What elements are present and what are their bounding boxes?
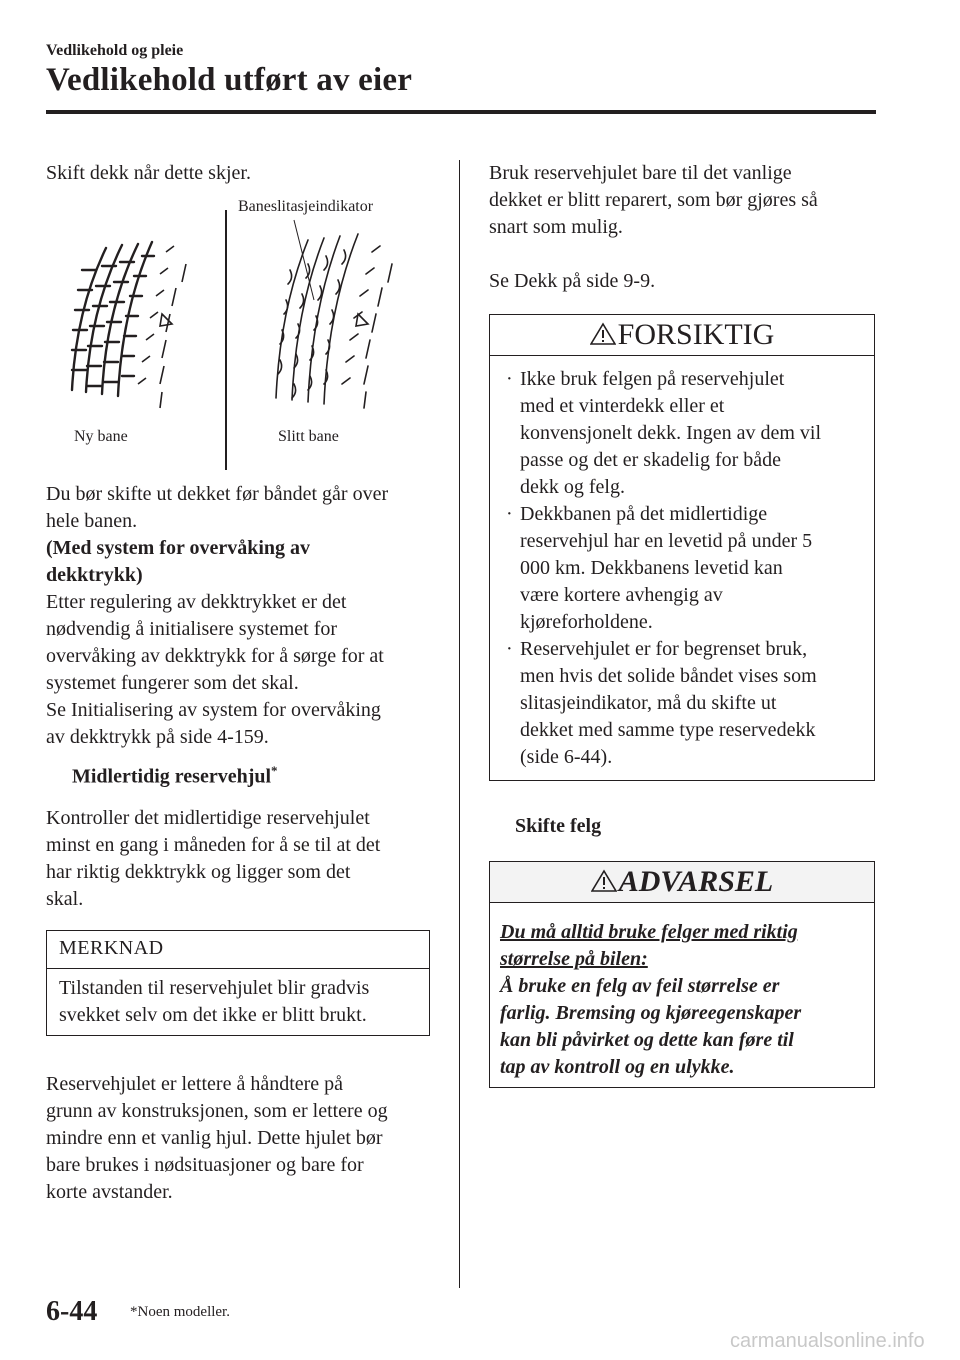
heading-text: Midlertidig reservehjul — [72, 765, 272, 788]
text-line: har riktig dekktrykk og ligger som det — [46, 861, 351, 883]
caution-list — [490, 366, 874, 771]
see-tyre-reference: Se Dekk på side 9-9. — [489, 270, 656, 292]
text-line: være kortere avhengig av — [520, 584, 723, 606]
note-box — [46, 930, 430, 1036]
warning-title: ADVARSEL — [618, 865, 774, 898]
text-line: nødvendig å initialisere systemet for — [46, 618, 338, 640]
text-line: kjøreforholdene. — [520, 611, 653, 633]
warning-triangle-icon — [590, 322, 616, 346]
footnote-mark: * — [271, 763, 278, 778]
text-line: farlig. Bremsing og kjøreegenskaper — [500, 1002, 802, 1024]
text-line: hele banen. — [46, 510, 138, 532]
text-line: grunn av konstruksjonen, som er lettere og — [46, 1100, 388, 1122]
text-line: 000 km. Dekkbanens levetid kan — [520, 557, 783, 579]
paragraph-replace — [46, 481, 446, 751]
change-rim-heading: Skifte felg — [515, 815, 602, 837]
text-line: korte avstander. — [46, 1181, 173, 1203]
text-line: kan bli påvirket og dette kan føre til — [500, 1029, 794, 1051]
text-line: (side 6-44). — [520, 746, 613, 768]
watermark: carmanualsonline.info — [730, 1330, 925, 1352]
text-line: overvåking av dekktrykk for å sørge for at — [46, 645, 384, 667]
text-line: Ikke bruk felgen på reservehjulet — [520, 368, 785, 390]
tread-figure — [46, 190, 446, 470]
text-line: svekket selv om det ikke er blitt brukt. — [59, 1004, 367, 1026]
text-line: Se Initialisering av system for overvåking — [46, 699, 381, 721]
paragraph-use-spare — [489, 160, 879, 241]
caution-item — [506, 636, 864, 771]
text-line: størrelse på bilen: — [500, 948, 648, 970]
text-line: slitasjeindikator, må du skifte ut — [520, 692, 777, 714]
text-line: Du bør skifte ut dekket før båndet går over — [46, 483, 389, 505]
text-line: konvensjonelt dekk. Ingen av dem vil — [520, 422, 822, 444]
text-line: Reservehjulet er lettere å håndtere på — [46, 1073, 344, 1095]
warning-header — [490, 862, 874, 903]
text-line: Å bruke en felg av feil størrelse er — [500, 975, 780, 997]
page-number: 6-44 — [46, 1296, 98, 1327]
text-line: av dekktrykk på side 4-159. — [46, 726, 269, 748]
text-line: Du må alltid bruke felger med riktig — [500, 921, 798, 943]
text-line: mindre enn et vanlig hjul. Dette hjulet bør — [46, 1127, 383, 1149]
intro-text: Skift dekk når dette skjer. — [46, 162, 251, 184]
spare-wheel-heading — [72, 763, 278, 789]
bullet-mark: · — [506, 503, 513, 525]
text-line: snart som mulig. — [489, 216, 623, 238]
indicator-label: Baneslitasjeindikator — [238, 198, 374, 215]
warning-box — [489, 861, 875, 1088]
new-tread-label: Ny bane — [74, 428, 128, 445]
caution-item — [506, 501, 864, 636]
header-rule — [46, 110, 876, 114]
bullet-mark: · — [506, 638, 513, 660]
tpms-heading-line: (Med system for overvåking av — [46, 537, 311, 559]
warning-triangle-icon — [591, 869, 617, 893]
caution-box — [489, 314, 875, 781]
text-line: Etter regulering av dekktrykket er det — [46, 591, 347, 613]
warning-body — [490, 903, 874, 1081]
caution-item — [506, 366, 864, 501]
paragraph-spare-info — [46, 1071, 446, 1206]
text-line: systemet fungerer som det skal. — [46, 672, 299, 694]
text-line: men hvis det solide båndet vises som — [520, 665, 817, 687]
text-line: dekket er blitt reparert, som bør gjøres så — [489, 189, 818, 211]
text-line: Reservehjulet er for begrenset bruk, — [520, 638, 808, 660]
footnote: *Noen modeller. — [130, 1304, 230, 1320]
note-title: MERKNAD — [47, 931, 429, 969]
text-line: bare brukes i nødsituasjoner og bare for — [46, 1154, 364, 1176]
text-line: dekk og felg. — [520, 476, 625, 498]
caution-header — [490, 315, 874, 356]
text-line: dekket med samme type reservedekk — [520, 719, 816, 741]
text-line: tap av kontroll og en ulykke. — [500, 1056, 735, 1078]
text-line: Tilstanden til reservehjulet blir gradvis — [59, 977, 370, 999]
text-line: reservehjul har en levetid på under 5 — [520, 530, 813, 552]
text-line: Bruk reservehjulet bare til det vanlige — [489, 162, 792, 184]
caution-title: FORSIKTIG — [617, 318, 775, 351]
bullet-mark: · — [506, 368, 513, 390]
column-divider — [459, 160, 460, 1288]
text-line: skal. — [46, 888, 84, 910]
text-line: minst en gang i måneden for å se til at det — [46, 834, 381, 856]
section-label: Vedlikehold og pleie — [46, 42, 184, 59]
text-line: Dekkbanen på det midlertidige — [520, 503, 768, 525]
page-title: Vedlikehold utført av eier — [46, 62, 413, 98]
text-line: passe og det er skadelig for både — [520, 449, 782, 471]
note-body — [47, 969, 429, 1035]
worn-tread-label: Slitt bane — [278, 428, 339, 445]
tpms-heading-line: dekktrykk) — [46, 564, 143, 586]
paragraph-check-spare — [46, 805, 446, 913]
text-line: Kontroller det midlertidige reservehjulet — [46, 807, 370, 829]
text-line: med et vinterdekk eller et — [520, 395, 725, 417]
